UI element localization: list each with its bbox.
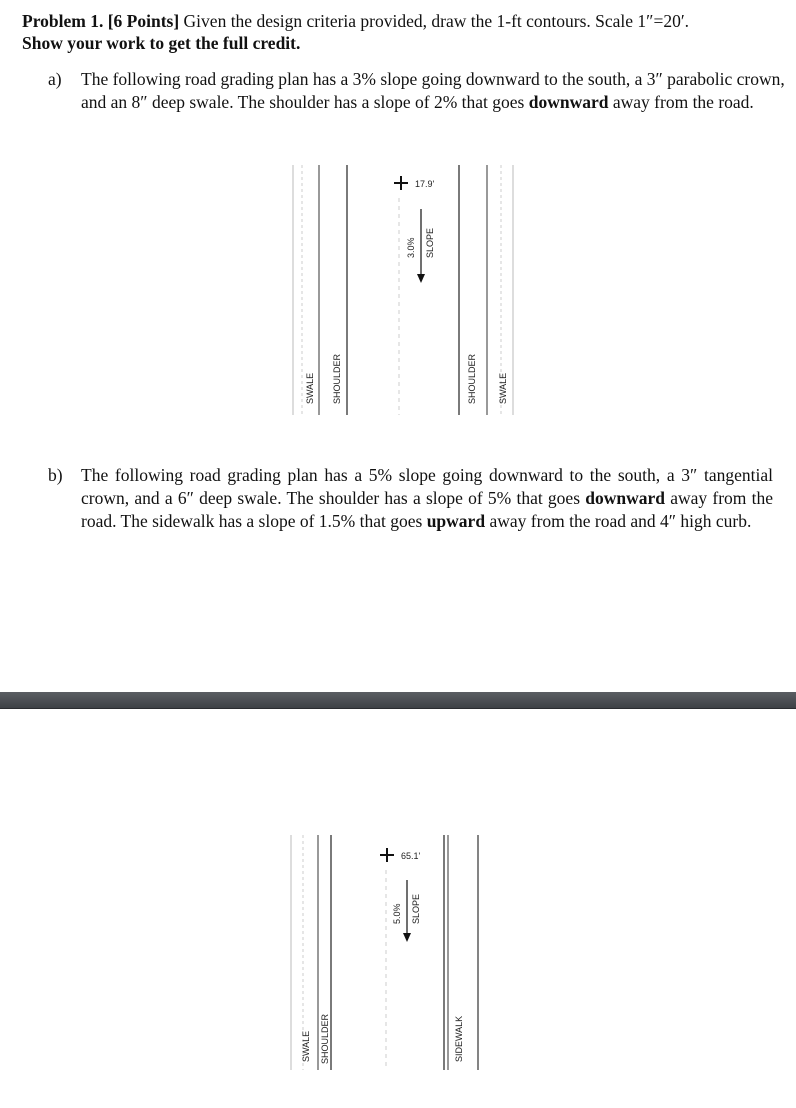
plan-a-label-swale-left: SWALE [305,372,315,404]
plan-b-slope-arrow [403,880,411,942]
plan-b-slope-value: 5.0% [392,903,402,924]
plan-a-label-shoulder-left: SHOULDER [332,353,342,404]
plan-a-elevation-label: 17.9' [415,179,435,189]
problem-instruction: Show your work to get the full credit. [22,33,301,53]
plan-b-slope-word: SLOPE [411,893,421,924]
part-b-label: b) [48,465,63,485]
plan-a-label-shoulder-right: SHOULDER [467,353,477,404]
plan-b-label-sidewalk: SIDEWALK [454,1015,464,1062]
part-b-description: The following road grading plan has a 5% slope going downward to the south, a 3″ tangential crown, and a 6″ deep swale. The shoulder has a slope of 5% that goes downward away from the road. The sidewalk has a slope of 1.5% that goes upward away from the road and 4″ high curb. [81,465,773,531]
plan-b-label-swale-left: SWALE [301,1030,311,1062]
part-a-label: a) [48,69,62,89]
plan-a-slope-value: 3.0% [406,237,416,258]
plan-b-label-shoulder-left: SHOULDER [320,1013,330,1064]
plan-b-elevation-label: 65.1' [401,851,421,861]
plan-a-slope-word: SLOPE [425,227,435,258]
problem-title: Problem 1. [6 Points] [22,11,180,31]
plan-b-elevation-marker [380,848,421,862]
part-a-description: The following road grading plan has a 3% slope going downward to the south, a 3″ parabolic crown, and an 8″ deep swale. The shoulder has a slope of 2% that goes downward away from the road. [81,69,785,112]
problem-text: Given the design criteria provided, draw the 1-ft contours. Scale 1″=20′. [179,11,690,31]
plan-a-label-swale-right: SWALE [498,372,508,404]
